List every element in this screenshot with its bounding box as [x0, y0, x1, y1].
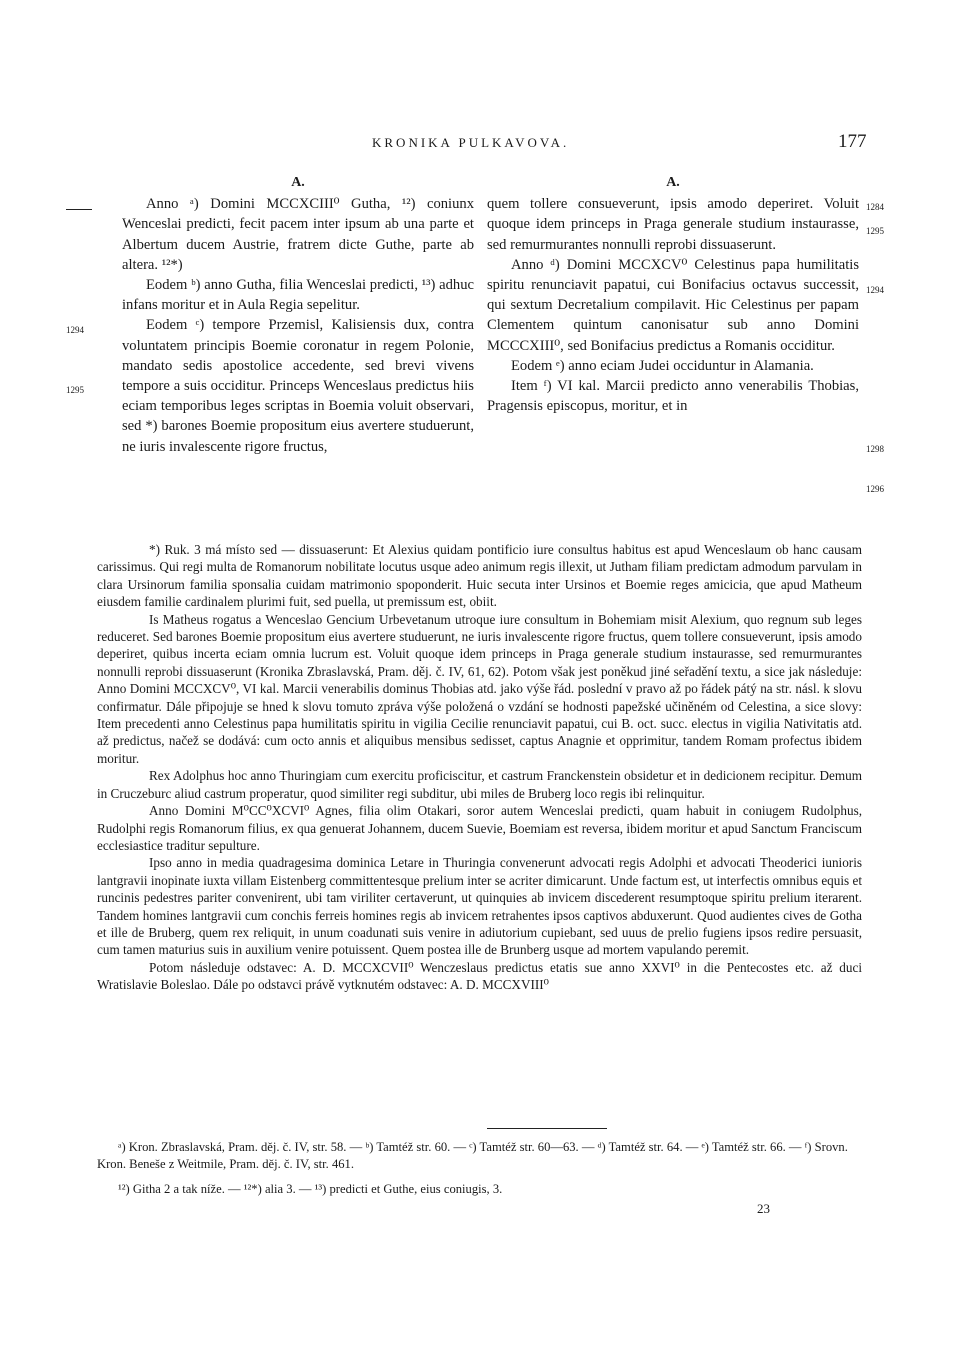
page-header: [0, 131, 960, 155]
note-paragraph: Potom následuje odstavec: A. D. MCCXCVII⁰ Wenczeslaus predictus etatis sue anno XXVI⁰ in die Pentecostes etc. až duci Wratislavie Boleslao. Dále po odstavci právě vytknutém odstavec: A. D. MCCXVIII⁰: [97, 959, 862, 993]
margin-year: 1296: [866, 484, 884, 494]
textual-notes: [97, 541, 862, 994]
column-label: A.: [291, 175, 305, 190]
footnote-variants: ¹²) Githa 2 a tak níže. — ¹²*) alia 3. — ¹³) predicti et Guthe, eius coniugis, 3.: [118, 1182, 503, 1196]
margin-year: 1294: [866, 285, 884, 295]
paragraph: Anno ᵃ) Domini MCCXCIII⁰ Gutha, ¹²) coniunx Wenceslai predicti, fecit pacem inter ipsum ab una parte et Albertum ducem Austrie, fratrem dicte Guthe, parte ab altera. ¹²*): [122, 196, 474, 273]
paragraph: Eodem ᵉ) anno eciam Judei occiduntur in Alamania.: [511, 357, 814, 374]
margin-year: 1295: [66, 385, 84, 395]
paragraph: Eodem ᵇ) anno Gutha, filia Wenceslai predicti, ¹³) adhuc infans moritur et in Aula Regia sepelitur.: [122, 277, 474, 314]
note-paragraph: Rex Adolphus hoc anno Thuringiam cum exercitu proficiscitur, et castrum Franckenstein obsidetur et in dedicionem recipitur. Demum in Cruczeburc aliud castrum properatur, quod similiter regi subditur, ubi miles de Bruberg loco regis ibi relinquitur.: [97, 768, 862, 801]
margin-year: 1295: [866, 226, 884, 236]
paragraph: Eodem ᶜ) tempore Przemisl, Kalisiensis dux, contra voluntatem principis Boemie coronatur in regem Polonie, mandato sedis apostolice accedente, sed brevi vivens tempore a suis occiditur. Princeps Wenceslaus predictus hiis eciam temporibus leges scriptas in Boemia voluit observari, sed *) barones Boemie propositum eius avertere studuerunt, ne iuris invalescente rigore fructus,: [122, 317, 474, 455]
margin-dash: [66, 209, 92, 210]
margin-year: 1284: [866, 202, 884, 212]
column-left: [122, 173, 474, 457]
paragraph: quem tollere consueverunt, ipsis amodo deperiret. Voluit quoque idem princeps in Praga generale studium instaurasse, sed remurmurantes nonnulli reprobi dissuaserunt.: [487, 196, 859, 253]
note-paragraph: Ipso anno in media quadragesima dominica Letare in Thuringia convenerunt advocati regis Adolphi et advocati Theoderici iunioris lantgravii inopinate iuxta villam Eistenberg committentesque prelium inter se acriter dimicarunt. Unde factum est, ut interfectis omnibus equis et runcinis pedestres pariter convenirent, ubi tam viriliter certaverunt, ut quinquies ab invicem discederent resumptoque spiritu prelium iterarent. Tandem homines lantgravii cum conchis ferreis homines regis ab invicem retrahentes ipsos captivos abduxerunt. Quod audientes cives de Gotha et ille de Bruberg, quem rex reliquit, in unum coadunati suis venire in adiutorium cupiebant, sed uuus de prelio fugiens ipsos redire persuasit, cum tamen maturius suis in auxilium venire potuissent. Quem postea ille de Brunberg usque ad mortem vapulando peremit.: [97, 855, 862, 958]
note-paragraph: Anno Domini M⁰CC⁰XCVI⁰ Agnes, filia olim Otakari, soror autem Wenceslai predicti, quam habuit in coniugem Rudolphus, Rudolphi regis Romanorum filius, ex qua genuerat Johannem, ducem Suevie, Boemiam est reversa, ibidem moritur et apud Sanctum Franciscum ecclesiastice traditur sepulture.: [97, 803, 862, 853]
running-title: KRONIKA PULKAVOVA.: [372, 135, 570, 150]
paragraph: Item ᶠ) VI kal. Marcii predicto anno venerabilis Thobias, Pragensis episcopus, moritur, et in: [487, 378, 859, 415]
margin-year: 1294: [66, 325, 84, 335]
note-paragraph: *) Ruk. 3 má místo sed — dissuaserunt: Et Alexius quidam pontificio iure consultus habitus est apud Wenceslaum ob hanc causam carissimus. Qui regi multa de Romanorum nobilitate locutus usque adeo animum regis illexit, ut Jutham filiam predictam admodum parvulam in clara Ursinorum familia sponsalia cuidam matrimonio spoponderit. Huic secuta inter Ursinos et Boemie reges amicicia, que apud Matheum eiusdem familie cardinalem plurimi fuit, sed puella, ut premissum est, obiit.: [97, 542, 862, 610]
footnote-sources: ᵃ) Kron. Zbraslavská, Pram. děj. č. IV, str. 58. — ᵇ) Tamtéž str. 60. — ᶜ) Tamtéž str. 60—63. — ᵈ) Tamtéž str. 64. — ᵉ) Tamtéž str. 66. — ᶠ) Srovn. Kron. Beneše z Weitmile, Pram. děj. č. IV, str. 461.: [97, 1140, 848, 1171]
margin-year: 1298: [866, 444, 884, 454]
note-paragraph: Is Matheus rogatus a Wenceslao Gencium Urbevetanum utroque iure consultum in Bohemiam misit Alexium, quo regnum sub leges reduceret. Sed barones Boemie propositum eius avertere studuerunt, ne iuris invalescente rigore fructus, quem tollere consueverunt, ipsis amodo deperiret, quibus incerta eciam omnia lucrum est. Voluit quoque idem princeps in Praga generale studium instaurasse, sed remurmurantes nonnulli reprobi dissuaserunt (Kronika Zbraslavská, Pram. děj. č. IV, 61, 62). Potom však jest poněkud jiné seřadění textu, a sice jak následuje: Anno Domini MCCXCV⁰, VI kal. Marcii venerabilis dominus Thobias atd. jako výše řád. poslední v pravo až po řádek pátý na str. násl. k slovu confirmatur. Dále připojuje se hned k slovu tomuto zpráva výše položená o vzdání se hodnosti papežské učiněném od Celestina, a sice slovy: Item precedenti anno Celestinus papa humilitatis spiritu in vigilia Cecilie renunciavit papatui, cui B. oct. succ. electus in vigilia Nativitatis atd. až predictus, načež se dodává: cum octo annis et aliquibus mensibus sedisset, captus Anagnie et opprimitur, tandem Romam profectus ibidem moritur.: [97, 611, 862, 766]
column-label: A.: [666, 175, 680, 190]
page-number: 177: [838, 131, 867, 152]
footnote-rule: [487, 1128, 607, 1129]
column-right: [487, 173, 859, 416]
paragraph: Anno ᵈ) Domini MCCXCV⁰ Celestinus papa humilitatis spiritu renunciavit papatui, cui Bonifacius octavus successit, qui sextum Decretalium compilavit. Hic Celestinus per papam Clementem quintum canonisatur sub anno Domini MCCCXIII⁰, sed Bonifacius predictus a Romanis occiditur.: [487, 256, 859, 354]
signature-mark: 23: [757, 1201, 770, 1216]
